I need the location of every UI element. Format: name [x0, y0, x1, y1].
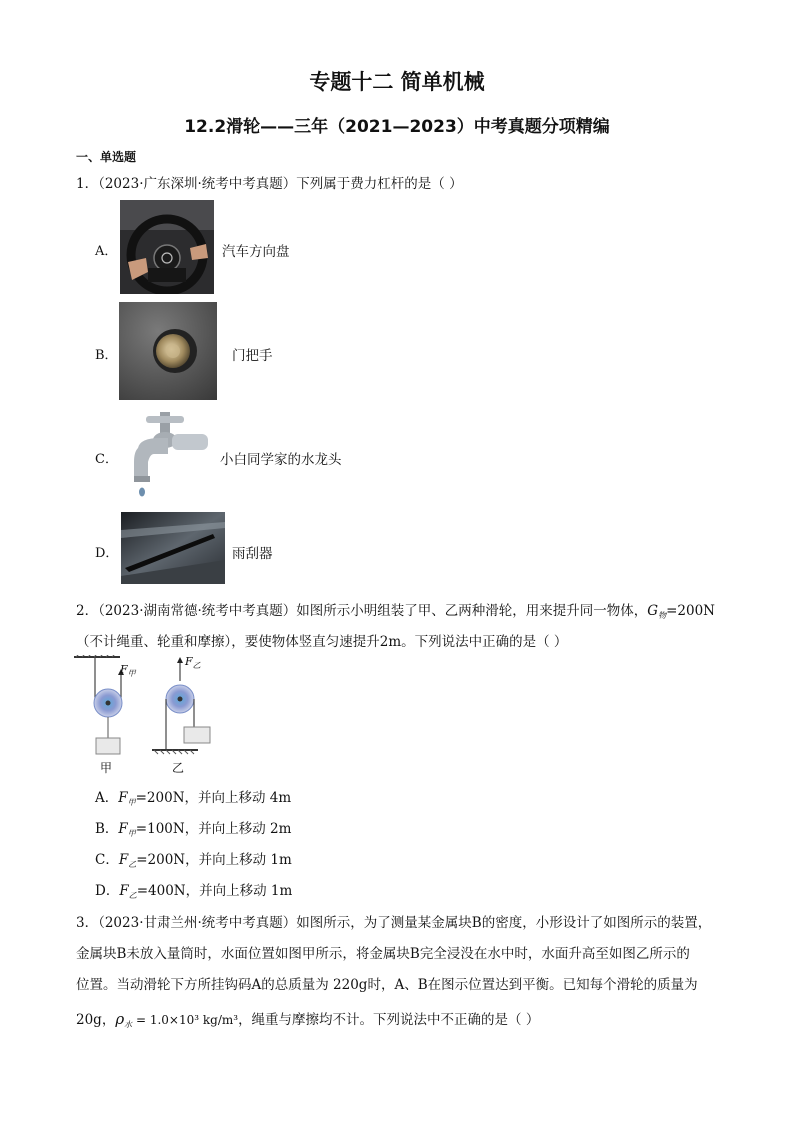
wiper-image	[121, 512, 225, 584]
figure-label-left: 甲	[100, 761, 113, 775]
steering-wheel-image	[120, 200, 214, 294]
q1-option-b-letter: B．	[95, 348, 118, 363]
q2-option-a: A．$F_甲=200N$，并向上移动 4m	[95, 790, 292, 807]
section-heading: 一、单选题	[76, 150, 137, 164]
q1-option-d-letter: D．	[95, 546, 119, 561]
q2-g-subscript: 物	[658, 611, 667, 620]
q1-option-d-text: 雨刮器	[232, 546, 273, 562]
figure-label-right: 乙	[172, 761, 185, 775]
page-subtitle: 12.2滑轮——三年（2021—2023）中考真题分项精编	[184, 117, 610, 137]
q1-option-c-letter: C．	[95, 452, 118, 467]
faucet-image	[120, 408, 210, 502]
q2-g-symbol: G	[647, 603, 659, 619]
page-title: 专题十二 简单机械	[309, 70, 485, 94]
q2-option-d: D．$F_乙=400N$，并向上移动 1m	[95, 883, 293, 900]
question-3-line3: 位置。当动滑轮下方所挂钩码A的总质量为 220g时，A、B在图示位置达到平衡。已知每个滑轮的质量为	[76, 977, 698, 993]
question-3-line2: 金属块B未放入量筒时，水面位置如图甲所示，将金属块B完全浸没在水中时，水面升高至如图乙所示的	[76, 946, 690, 962]
q1-option-a-text: 汽车方向盘	[222, 244, 290, 260]
question-2-stem-line1	[76, 599, 715, 621]
door-knob-image	[119, 302, 217, 400]
question-3-line4: 20g，$\rho_水 = 1.0\times 10^3$ kg/m³，绳重与摩擦均不计。下列说法中不正确的是（ ）	[76, 1010, 540, 1029]
q2-g-value: =200N	[666, 603, 715, 619]
q2-line1-text: 2．（2023·湖南常德·统考中考真题）如图所示小明组装了甲、乙两种滑轮，用来提升同一物体，	[76, 603, 648, 619]
pulley-figure	[72, 655, 222, 775]
question-2-stem-line2: （不计绳重、轮重和摩擦），要使物体竖直匀速提升2m。下列说法中正确的是（ ）	[76, 634, 568, 650]
f-left-label: $F_甲$	[120, 663, 136, 678]
question-3-line1: 3．（2023·甘肃兰州·统考中考真题）如图所示，为了测量某金属块B的密度，小形设计了如图所示的装置，	[76, 915, 712, 931]
f-right-label: $F_乙$	[185, 655, 201, 670]
q1-option-a-letter: A．	[95, 244, 118, 259]
q2-option-c: C．$F_乙=200N$，并向上移动 1m	[95, 852, 292, 869]
question-1-stem: 1．（2023·广东深圳·统考中考真题）下列属于费力杠杆的是（ ）	[76, 176, 463, 192]
q2-option-b: B．$F_甲=100N$，并向上移动 2m	[95, 821, 292, 838]
q1-option-c-text: 小白同学家的水龙头	[220, 452, 342, 468]
q1-option-b-text: 门把手	[232, 348, 273, 364]
